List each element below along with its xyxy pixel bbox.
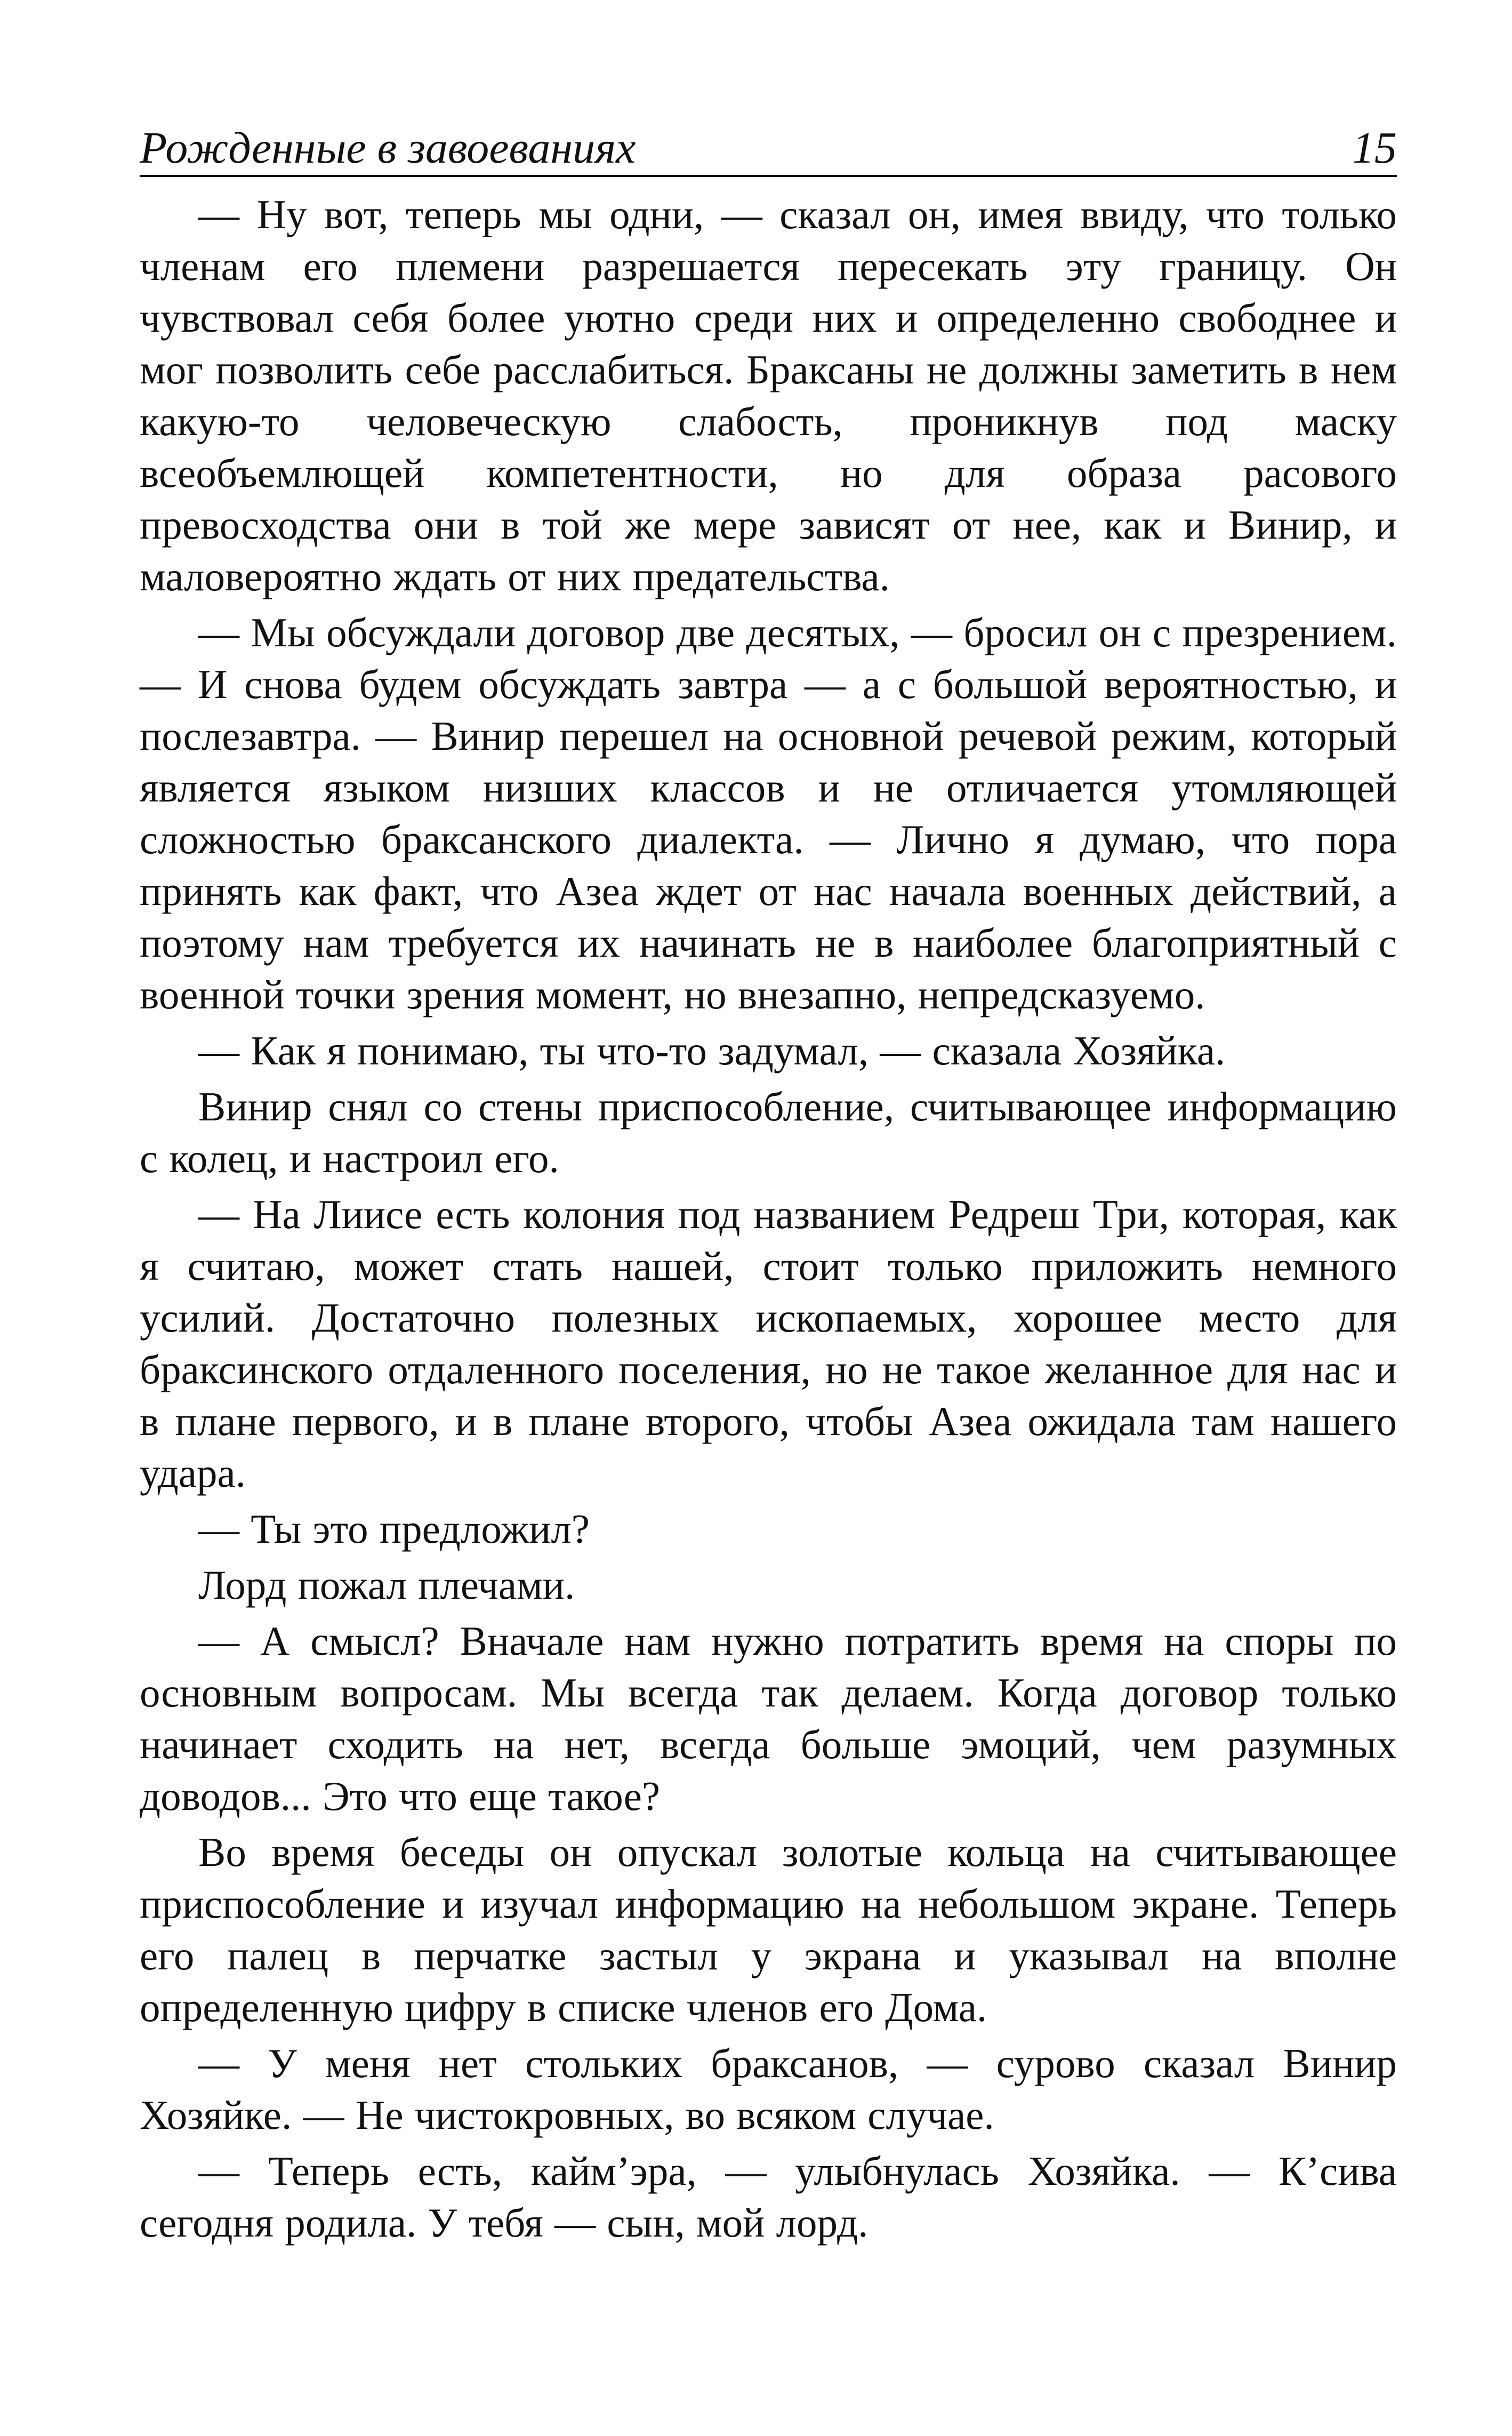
paragraph: — Ну вот, теперь мы одни, — сказал он, имея ввиду, что только членам его племени разрешается пересекать эту границу. Он чувствовал себя более уютно среди них и определенно свободнее и мог позволить себе расслабиться. Браксаны не должны заметить в нем какую-то человеческую слабость, проникнув под маску всеобъемлющей компетентности, но для образа расового превосходства они в той же мере зависят от нее, как и Винир, и маловероятно ждать от них предательства. <box>140 191 1397 599</box>
paragraph: — Ты это предложил? <box>198 1506 590 1552</box>
paragraph: Лорд пожал плечами. <box>198 1562 575 1608</box>
paragraph: Во время беседы он опускал золотые кольца на считывающее приспособление и изучал информацию на небольшом экране. Теперь его палец в перчатке застыл у экрана и указывал на вполне определенную цифру в списке членов его Дома. <box>140 1829 1397 2030</box>
paragraph: Винир снял со стены приспособление, считывающее информацию с колец, и настроил его. <box>140 1084 1397 1181</box>
paragraph: — Теперь есть, кайм’эра, — улыбнулась Хозяйка. — К’сива сегодня родила. У тебя — сын, мой лорд. <box>140 2148 1397 2246</box>
paragraph: — У меня нет стольких браксанов, — сурово сказал Винир Хозяйке. — Не чистокровных, во всяком случае. <box>140 2040 1397 2138</box>
paragraph: — Мы обсуждали договор две десятых, — бросил он с презрением. — И снова будем обсуждать завтра — а с большой вероятностью, и послезавтра. — Винир перешел на основной речевой режим, который является языком низших классов и не отличается утомляющей сложностью браксанского диалекта. — Лично я думаю, что пора принять как факт, что Азеа ждет от нас начала военных действий, а поэтому нам требуется их начинать не в наиболее благоприятный с военной точки зрения момент, но внезапно, непредсказуемо. <box>140 610 1397 1017</box>
body-text <box>140 189 1397 2249</box>
book-page <box>140 122 1397 2249</box>
paragraph: — Как я понимаю, ты что-то задумал, — сказала Хозяйка. <box>198 1028 1226 1073</box>
page-number: 15 <box>1352 123 1397 173</box>
running-title: Рожденные в завоеваниях <box>140 123 636 173</box>
running-header <box>140 122 1397 177</box>
paragraph: — На Лиисе есть колония под названием Редреш Три, которая, как я считаю, может стать нашей, стоит только приложить немного усилий. Достаточно полезных ископаемых, хорошее место для браксинского отдаленного поселения, но не такое желанное для нас и в плане первого, и в плане второго, чтобы Азеа ожидала там нашего удара. <box>140 1191 1397 1496</box>
paragraph: — А смысл? Вначале нам нужно потратить время на споры по основным вопросам. Мы всегда так делаем. Когда договор только начинает сходить на нет, всегда больше эмоций, чем разумных доводов... Это что еще такое? <box>140 1618 1397 1819</box>
